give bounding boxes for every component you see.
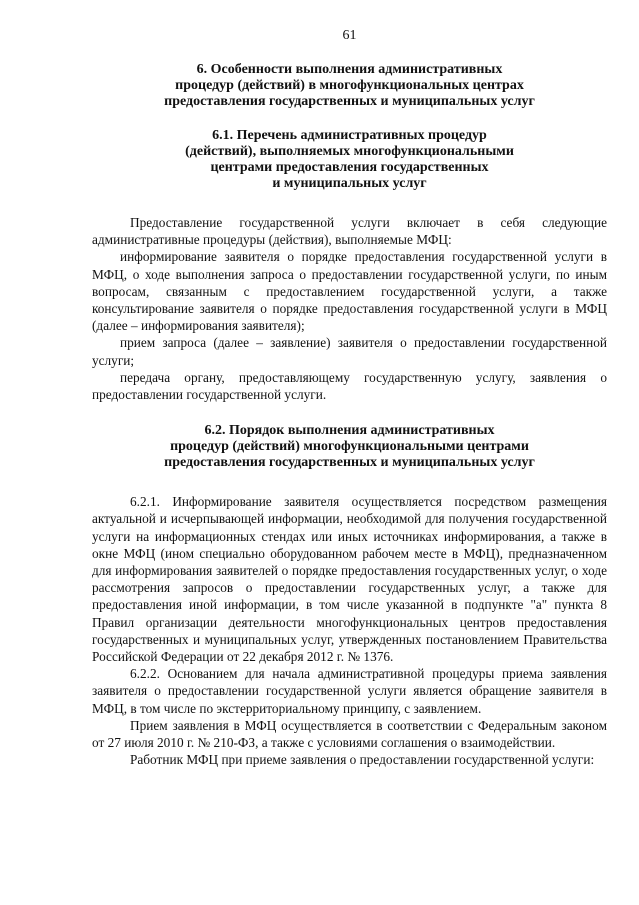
title-line: процедур (действий) в многофункциональных центрах (175, 78, 524, 93)
paragraph: Прием заявления в МФЦ осуществляется в соответствии с Федеральным законом от 27 июля 2010 г. № 210-ФЗ, а также с условиями соглашения о взаимодействии. (92, 717, 607, 751)
title-line: предоставления государственных и муниципальных услуг (164, 94, 535, 109)
title-line: 6. Особенности выполнения административных (196, 62, 503, 77)
paragraph: передача органу, предоставляющему государственную услугу, заявления о предоставлении государственной услуги. (92, 369, 607, 403)
paragraph: Предоставление государственной услуги включает в себя следующие административные процедуры (действия), выполняемые МФЦ: (92, 215, 607, 248)
page-number: 61 (342, 28, 357, 43)
section-6-2-title (92, 423, 607, 471)
title-line: 6.1. Перечень административных процедур (212, 128, 487, 143)
title-line: процедур (действий) многофункциональными центрами (170, 439, 529, 455)
title-line: предоставления государственных и муниципальных услуг (164, 455, 535, 471)
paragraph: 6.2.1. Информирование заявителя осуществляется посредством размещения актуальной и исчерпывающей информации, необходимой для получения государственной услуги на информационных стендах или иных источниках информирования, а также в окне МФЦ (ином специально оборудованном рабочем месте в МФЦ), предназначенном для информирования заявителей о порядке предоставления государственных услуг, о ходе рассмотрения запросов о предоставлении государственных услуг, а также для предоставления иной информации, в том числе указанной в подпункте "а" пункта 8 Правил организации деятельности многофункциональных центров предоставления государственных и муниципальных услуг, утвержденных постановлением Правительства Российской Федерации от 22 декабря 2012 г. № 1376. (92, 494, 607, 665)
paragraph: информирование заявителя о порядке предоставления государственной услуги в МФЦ, о ходе выполнения запроса о предоставлении государственной услуги, по иным вопросам, связанным с предоставлением государственной услуги, а также консультирование заявителя о порядке предоставления государственной услуги в МФЦ (далее – информирования заявителя); (92, 249, 607, 334)
title-line: 6.2. Порядок выполнения административных (204, 423, 495, 439)
section-6-title (92, 62, 607, 110)
section-6-1-title (92, 128, 607, 192)
title-line: центрами предоставления государственных (210, 160, 489, 175)
title-line: и муниципальных услуг (272, 176, 427, 191)
paragraph: 6.2.2. Основанием для начала административной процедуры приема заявления заявителя о предоставлении государственной услуги является обращение заявителя в МФЦ, в том числе по экстерриториальному принципу, с заявлением. (92, 666, 607, 716)
paragraph: Работник МФЦ при приеме заявления о предоставлении государственной услуги: (130, 752, 595, 768)
title-line: (действий), выполняемых многофункциональными (185, 144, 514, 159)
paragraph: прием запроса (далее – заявление) заявителя о предоставлении государственной услуги; (92, 335, 607, 368)
